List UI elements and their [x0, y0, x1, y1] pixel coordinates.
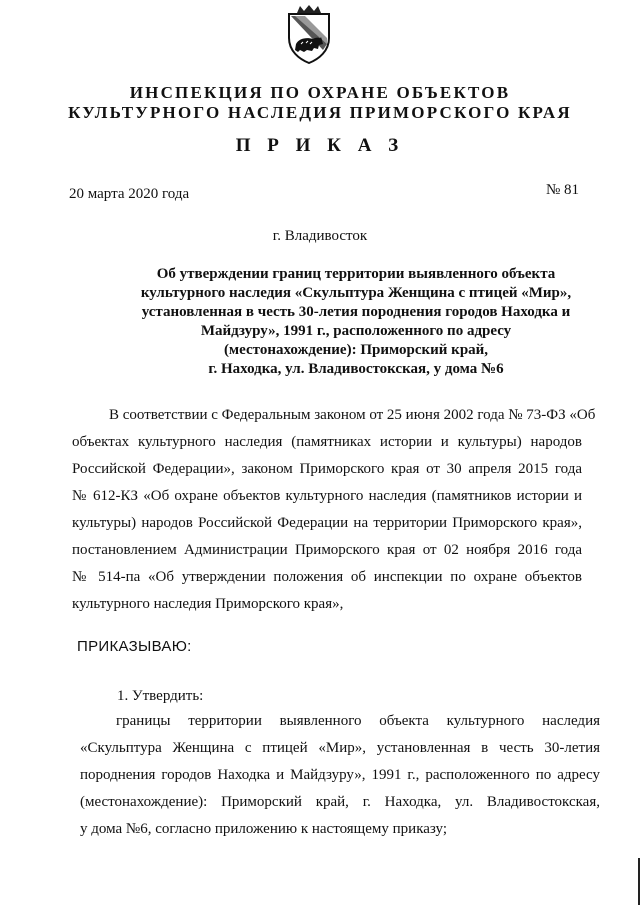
subject-line: Об утверждении границ территории выявленного объекта: [156, 266, 556, 282]
item-line: (местонахождение): Приморский край, г. Находка, ул. Владивостокская,: [80, 794, 600, 810]
basis-line: В соответствии с Федеральным законом от 25 июня 2002 года № 73-ФЗ «Об: [109, 407, 596, 423]
basis-line: № 612-КЗ «Об охране объектов культурного наследия (памятников истории и: [72, 488, 582, 504]
order-date: 20 марта 2020 года: [69, 186, 190, 202]
item-1-body: [80, 708, 600, 843]
org-name-line-2: КУЛЬТУРНОГО НАСЛЕДИЯ ПРИМОРСКОГО КРАЯ: [68, 103, 572, 122]
item-line: у дома №6, согласно приложению к настоящему приказу;: [80, 821, 447, 837]
item-line: «Скульптура Женщина с птицей «Мир», установленная в честь 30-летия: [80, 740, 600, 756]
basis-line: объектах культурного наследия (памятниках истории и культуры) народов: [72, 434, 582, 450]
basis-line: № 514-па «Об утверждении положения об инспекции по охране объектов: [72, 569, 582, 585]
order-directive-word: ПРИКАЗЫВАЮ:: [77, 638, 192, 655]
basis-line: постановлением Администрации Приморского края от 02 ноября 2016 года: [72, 542, 582, 558]
order-city: г. Владивосток: [272, 228, 368, 244]
subject-line: (местонахождение): Приморский край,: [223, 342, 489, 358]
subject-line: Майдзуру», 1991 г., расположенного по адресу: [200, 323, 512, 339]
basis-line: культурного наследия Приморского края»,: [72, 596, 344, 612]
order-subject: [130, 265, 582, 379]
item-line: породнения городов Находка и Майдзуру», 1991 г., расположенного по адресу: [80, 767, 600, 783]
basis-line: Российской Федерации», законом Приморского края от 30 апреля 2015 года: [72, 461, 582, 477]
shield-icon: [283, 4, 335, 64]
subject-line: установленная в честь 30-летия породнения городов Находка и: [141, 304, 571, 320]
basis-line: культуры) народов Российской Федерации на территории Приморского края»,: [72, 515, 582, 531]
coat-of-arms-emblem: [283, 4, 335, 64]
legal-basis-paragraph: [72, 402, 596, 618]
subject-line: культурного наследия «Скульптура Женщина с птицей «Мир»,: [140, 285, 572, 301]
subject-line: г. Находка, ул. Владивостокская, у дома №6: [208, 361, 504, 377]
item-line: границы территории выявленного объекта культурного наследия: [116, 713, 600, 729]
document-type-title: П Р И К А З: [235, 135, 405, 156]
order-number: № 81: [546, 182, 580, 198]
item-1-heading: 1. Утвердить:: [117, 688, 204, 704]
org-name-line-1: ИНСПЕКЦИЯ ПО ОХРАНЕ ОБЪЕКТОВ: [129, 83, 511, 102]
